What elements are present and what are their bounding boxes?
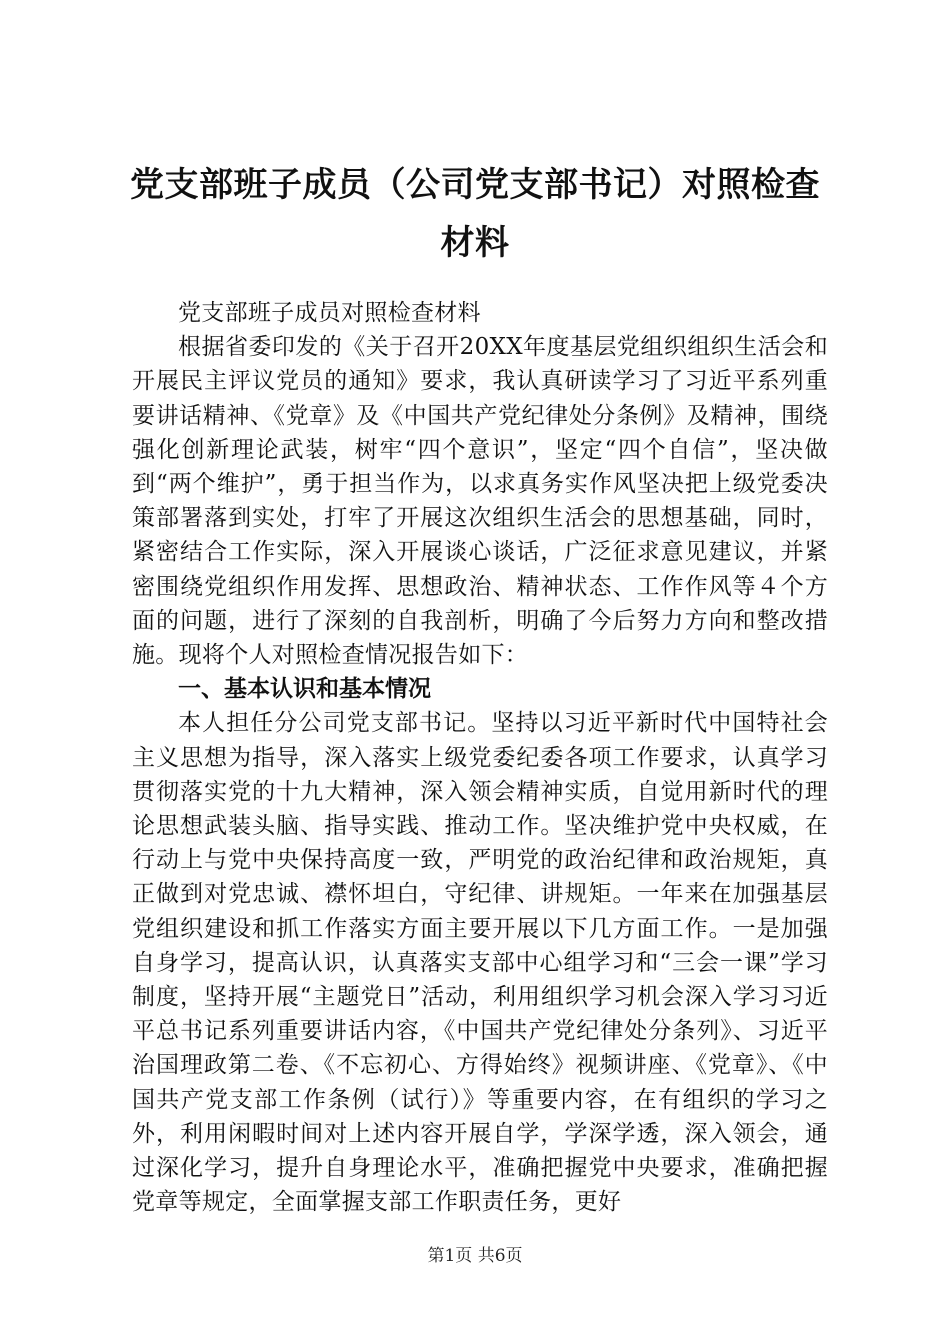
document-title: 党支部班子成员（公司党支部书记）对照检查材料 (130, 165, 820, 263)
page-footer: 第1页 共6页 (427, 1246, 523, 1266)
section-heading-basic: 一、基本认识和基本情况 (178, 676, 431, 703)
paragraph-intro: 根据省委印发的《关于召开20XX年度基层党组织组织生活会和开展民主评议党员的通知》要求，我认真研读学习了习近平系列重要讲话精神、《党章》及《中国共产党纪律处分条例》及精神，围绕强化创新理论武装，树牢“四个意识”，坚定“四个自信”，坚决做到“两个维护”，勇于担当作为，以求真务实作风坚决把上级党委决策部署落到实处，打牢了开展这次组织生活会的思想基础，同时，紧密结合工作实际，深入开展谈心谈话，广泛征求意见建议，并紧密围绕党组织作用发挥、思想政治、精神状态、工作作风等４个方面的问题，进行了深刻的自我剖析，明确了今后努力方向和整改措施。现将个人对照检查情况报告如下： (132, 334, 828, 669)
document-subtitle: 党支部班子成员对照检查材料 (178, 300, 481, 326)
document-body (132, 296, 828, 1219)
paragraph-basic-situation: 本人担任分公司党支部书记。坚持以习近平新时代中国特社会主义思想为指导，深入落实上级党委纪委各项工作要求，认真学习贯彻落实党的十九大精神，深入领会精神实质，自觉用新时代的理论思想武装头脑、指导实践、推动工作。坚决维护党中央权威，在行动上与党中央保持高度一致，严明党的政治纪律和政治规矩，真正做到对党忠诚、襟怀坦白，守纪律、讲规矩。一年来在加强基层党组织建设和抓工作落实方面主要开展以下几方面工作。一是加强自身学习，提高认识，认真落实支部中心组学习和“三会一课”学习制度，坚持开展“主题党日”活动，利用组织学习机会深入学习习近平总书记系列重要讲话内容，《中国共产党纪律处分条列》、习近平治国理政第二卷、《不忘初心、方得始终》视频讲座、《党章》、《中国共产党支部工作条例（试行）》等重要内容，在有组织的学习之外，利用闲暇时间对上述内容开展自学，学深学透，深入领会，通过深化学习，提升自身理论水平，准确把握党中央要求，准确把握党章等规定，全面掌握支部工作职责任务，更好 (132, 710, 828, 1216)
